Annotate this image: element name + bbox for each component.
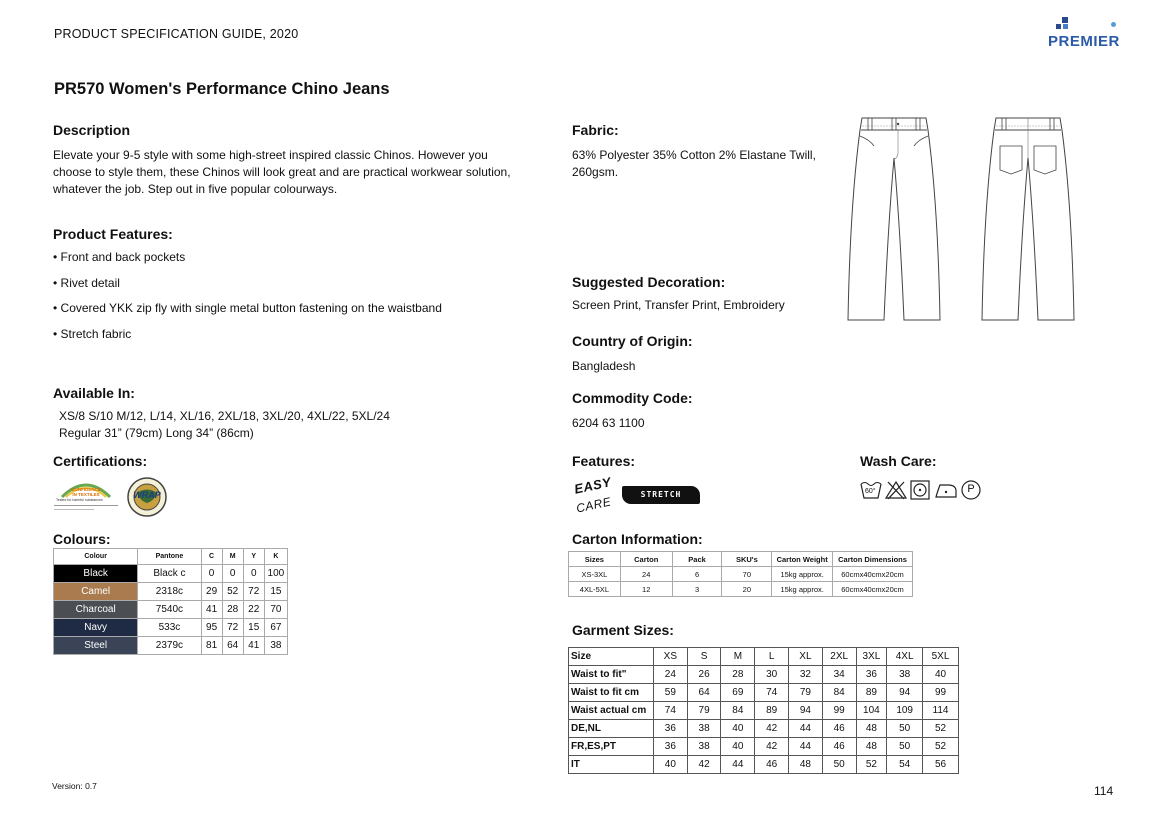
garment-sizes-table: [568, 647, 959, 774]
carton-table-wrap: [568, 551, 913, 597]
version-label: Version: 0.7: [52, 781, 97, 791]
size-cell: 38: [687, 720, 721, 738]
easy-care-text-bottom: CARE: [574, 494, 613, 516]
colour-swatch: Steel: [54, 637, 138, 655]
size-cell: 89: [755, 702, 789, 720]
colour-cell: 2318c: [138, 583, 201, 601]
easy-care-text-top: EASY: [572, 474, 613, 497]
colour-cell: 64: [222, 637, 243, 655]
oeko-text: IN TEXTILES: [72, 492, 100, 497]
wrap-logo: [124, 476, 170, 518]
colour-row: [54, 619, 288, 637]
size-cell: 26: [687, 666, 721, 684]
size-cell: 40: [923, 666, 959, 684]
colour-cell: 72: [222, 619, 243, 637]
fabric-line: 63% Polyester 35% Cotton 2% Elastane Twill,: [572, 148, 816, 162]
size-row-label: IT: [569, 756, 654, 774]
dry-clean-p-icon: [961, 480, 981, 500]
colour-cell: 15: [264, 583, 287, 601]
colour-row: [54, 601, 288, 619]
colour-cell: 29: [201, 583, 222, 601]
colour-row: [54, 583, 288, 601]
carton-cell: 6: [672, 567, 722, 582]
size-cell: 42: [687, 756, 721, 774]
size-cell: 64: [687, 684, 721, 702]
available-lengths: Regular 31” (79cm) Long 34” (86cm): [59, 426, 254, 440]
oeko-tex-logo: [52, 475, 120, 515]
sizes-col-header: S: [687, 648, 721, 666]
commodity-code-text: 6204 63 1100: [572, 416, 645, 430]
carton-cell: 12: [620, 582, 672, 597]
suggested-decoration-text: Screen Print, Transfer Print, Embroidery: [572, 298, 785, 312]
colour-cell: 28: [222, 601, 243, 619]
carton-cell: 60cmx40cmx20cm: [833, 567, 913, 582]
feature-item: • Front and back pockets: [53, 250, 186, 264]
carton-col-header: Carton Weight: [772, 552, 833, 567]
feature-item: • Covered YKK zip fly with single metal button fastening on the waistband: [53, 301, 442, 315]
size-cell: 56: [923, 756, 959, 774]
carton-row: [569, 582, 913, 597]
trouser-front-drawing: [846, 116, 942, 324]
wash-60-icon: [860, 480, 880, 500]
size-cell: 104: [856, 702, 887, 720]
carton-cell: 4XL-5XL: [569, 582, 621, 597]
colours-table-wrap: [53, 548, 288, 655]
size-cell: 32: [789, 666, 823, 684]
colour-cell: 22: [243, 601, 264, 619]
size-cell: 94: [789, 702, 823, 720]
feature-item: • Rivet detail: [53, 275, 120, 290]
fabric-heading: Fabric:: [572, 122, 619, 138]
size-cell: 50: [887, 738, 923, 756]
colour-cell: Black c: [138, 565, 201, 583]
size-cell: 50: [887, 720, 923, 738]
no-bleach-icon: [885, 480, 905, 500]
size-row: [569, 702, 959, 720]
size-cell: 42: [755, 720, 789, 738]
size-cell: 52: [856, 756, 887, 774]
size-cell: 84: [721, 702, 755, 720]
size-cell: 99: [822, 702, 856, 720]
stretch-badge: STRETCH: [622, 486, 700, 504]
size-cell: 94: [887, 684, 923, 702]
brand-name: PREMIER: [1048, 33, 1120, 50]
garment-sizes-table-wrap: [568, 647, 959, 774]
size-cell: 40: [721, 720, 755, 738]
sizes-col-header: XL: [789, 648, 823, 666]
colour-cell: 100: [264, 565, 287, 583]
size-cell: 74: [755, 684, 789, 702]
size-cell: 30: [755, 666, 789, 684]
product-features-heading: Product Features:: [53, 226, 173, 242]
carton-table: [568, 551, 913, 597]
dry-clean-letter: P: [967, 483, 975, 495]
size-cell: 89: [856, 684, 887, 702]
size-row-label: Waist actual cm: [569, 702, 654, 720]
carton-cell: XS-3XL: [569, 567, 621, 582]
colour-cell: 41: [243, 637, 264, 655]
colour-row: [54, 637, 288, 655]
sizes-col-header: 3XL: [856, 648, 887, 666]
description-line: Elevate your 9-5 style with some high-street inspired classic Chinos. However you: [53, 148, 488, 162]
size-cell: 54: [887, 756, 923, 774]
tumble-dry-icon: [910, 480, 930, 500]
guide-title: PRODUCT SPECIFICATION GUIDE, 2020: [54, 27, 299, 41]
size-cell: 36: [856, 666, 887, 684]
size-row: [569, 684, 959, 702]
fabric-line: 260gsm.: [572, 165, 619, 179]
size-row: [569, 666, 959, 684]
sizes-col-header: 4XL: [887, 648, 923, 666]
colour-cell: 72: [243, 583, 264, 601]
carton-col-header: Sizes: [569, 552, 621, 567]
size-cell: 59: [653, 684, 687, 702]
colour-cell: 95: [201, 619, 222, 637]
colours-col-header: K: [264, 549, 287, 565]
size-cell: 46: [755, 756, 789, 774]
size-cell: 46: [822, 720, 856, 738]
size-row: [569, 738, 959, 756]
product-features-list: [53, 250, 442, 352]
colour-cell: 70: [264, 601, 287, 619]
carton-cell: 15kg approx.: [772, 567, 833, 582]
suggested-decoration-heading: Suggested Decoration:: [572, 274, 726, 290]
commodity-code-heading: Commodity Code:: [572, 390, 693, 406]
colour-swatch: Camel: [54, 583, 138, 601]
sizes-col-header: Size: [569, 648, 654, 666]
available-in-heading: Available In:: [53, 385, 135, 401]
size-cell: 28: [721, 666, 755, 684]
size-cell: 52: [923, 738, 959, 756]
size-cell: 48: [789, 756, 823, 774]
colour-cell: 7540c: [138, 601, 201, 619]
fabric-text: [572, 147, 816, 181]
premier-logo: [1046, 17, 1126, 57]
carton-row: [569, 567, 913, 582]
carton-col-header: Carton Dimensions: [833, 552, 913, 567]
colours-col-header: Colour: [54, 549, 138, 565]
carton-cell: 24: [620, 567, 672, 582]
size-cell: 24: [653, 666, 687, 684]
carton-cell: 20: [722, 582, 772, 597]
size-cell: 44: [789, 720, 823, 738]
carton-col-header: Pack: [672, 552, 722, 567]
size-cell: 79: [687, 702, 721, 720]
product-title: PR570 Women's Performance Chino Jeans: [54, 80, 390, 98]
size-cell: 44: [789, 738, 823, 756]
colours-col-header: C: [201, 549, 222, 565]
country-of-origin-heading: Country of Origin:: [572, 333, 693, 349]
size-cell: 42: [755, 738, 789, 756]
colours-col-header: Pantone: [138, 549, 201, 565]
colour-cell: 38: [264, 637, 287, 655]
size-cell: 79: [789, 684, 823, 702]
description-text: [53, 147, 553, 198]
description-line: choose to style them, these Chinos will look great and are practical workwear solution,: [53, 165, 511, 179]
size-cell: 99: [923, 684, 959, 702]
wash-care-icons: [860, 480, 1005, 502]
colour-cell: 0: [243, 565, 264, 583]
carton-col-header: SKU's: [722, 552, 772, 567]
size-cell: 40: [653, 756, 687, 774]
oeko-text: Tested for harmful substances: [56, 498, 103, 502]
colour-swatch: Black: [54, 565, 138, 583]
colour-cell: 41: [201, 601, 222, 619]
size-row: [569, 720, 959, 738]
feature-item: • Stretch fabric: [53, 326, 132, 341]
size-cell: 36: [653, 720, 687, 738]
colour-cell: 0: [201, 565, 222, 583]
carton-cell: 60cmx40cmx20cm: [833, 582, 913, 597]
easy-care-icon: [572, 476, 612, 520]
colours-col-header: M: [222, 549, 243, 565]
garment-sizes-heading: Garment Sizes:: [572, 622, 674, 638]
size-row-label: Waist to fit cm: [569, 684, 654, 702]
sizes-col-header: M: [721, 648, 755, 666]
sizes-col-header: XS: [653, 648, 687, 666]
colour-cell: 15: [243, 619, 264, 637]
size-cell: 48: [856, 738, 887, 756]
colours-heading: Colours:: [53, 531, 111, 547]
certifications-heading: Certifications:: [53, 453, 148, 469]
description-heading: Description: [53, 122, 131, 138]
sizes-col-header: 5XL: [923, 648, 959, 666]
size-cell: 84: [822, 684, 856, 702]
wash-temp: 60°: [865, 488, 876, 495]
carton-col-header: Carton: [620, 552, 672, 567]
size-cell: 109: [887, 702, 923, 720]
size-cell: 114: [923, 702, 959, 720]
wrap-text: WRAP: [133, 490, 161, 500]
colours-table: [53, 548, 288, 655]
size-cell: 38: [687, 738, 721, 756]
colour-swatch: Charcoal: [54, 601, 138, 619]
features-heading: Features:: [572, 453, 636, 469]
size-cell: 74: [653, 702, 687, 720]
colour-cell: 52: [222, 583, 243, 601]
oeko-text: CONFIDENCE: [71, 487, 101, 492]
size-row-label: DE,NL: [569, 720, 654, 738]
country-of-origin-text: Bangladesh: [572, 359, 636, 373]
size-row-label: Waist to fit": [569, 666, 654, 684]
page-number: 114: [1094, 784, 1114, 798]
carton-cell: 70: [722, 567, 772, 582]
size-row: [569, 756, 959, 774]
size-cell: 34: [822, 666, 856, 684]
carton-heading: Carton Information:: [572, 531, 703, 547]
size-cell: 38: [887, 666, 923, 684]
carton-cell: 3: [672, 582, 722, 597]
colour-cell: 81: [201, 637, 222, 655]
colour-swatch: Navy: [54, 619, 138, 637]
size-cell: 46: [822, 738, 856, 756]
size-cell: 48: [856, 720, 887, 738]
wash-care-heading: Wash Care:: [860, 453, 937, 469]
sizes-col-header: L: [755, 648, 789, 666]
colours-col-header: Y: [243, 549, 264, 565]
colour-row: [54, 565, 288, 583]
size-cell: 40: [721, 738, 755, 756]
available-sizes: XS/8 S/10 M/12, L/14, XL/16, 2XL/18, 3XL/20, 4XL/22, 5XL/24: [59, 409, 390, 423]
size-row-label: FR,ES,PT: [569, 738, 654, 756]
carton-cell: 15kg approx.: [772, 582, 833, 597]
description-line: whatever the job. Step out in five popular colourways.: [53, 182, 338, 196]
trouser-back-drawing: [980, 116, 1076, 324]
iron-icon: [934, 480, 958, 500]
size-cell: 44: [721, 756, 755, 774]
size-cell: 52: [923, 720, 959, 738]
size-cell: 69: [721, 684, 755, 702]
size-cell: 50: [822, 756, 856, 774]
colour-cell: 67: [264, 619, 287, 637]
colour-cell: 0: [222, 565, 243, 583]
colour-cell: 2379c: [138, 637, 201, 655]
size-cell: 36: [653, 738, 687, 756]
sizes-col-header: 2XL: [822, 648, 856, 666]
colour-cell: 533c: [138, 619, 201, 637]
